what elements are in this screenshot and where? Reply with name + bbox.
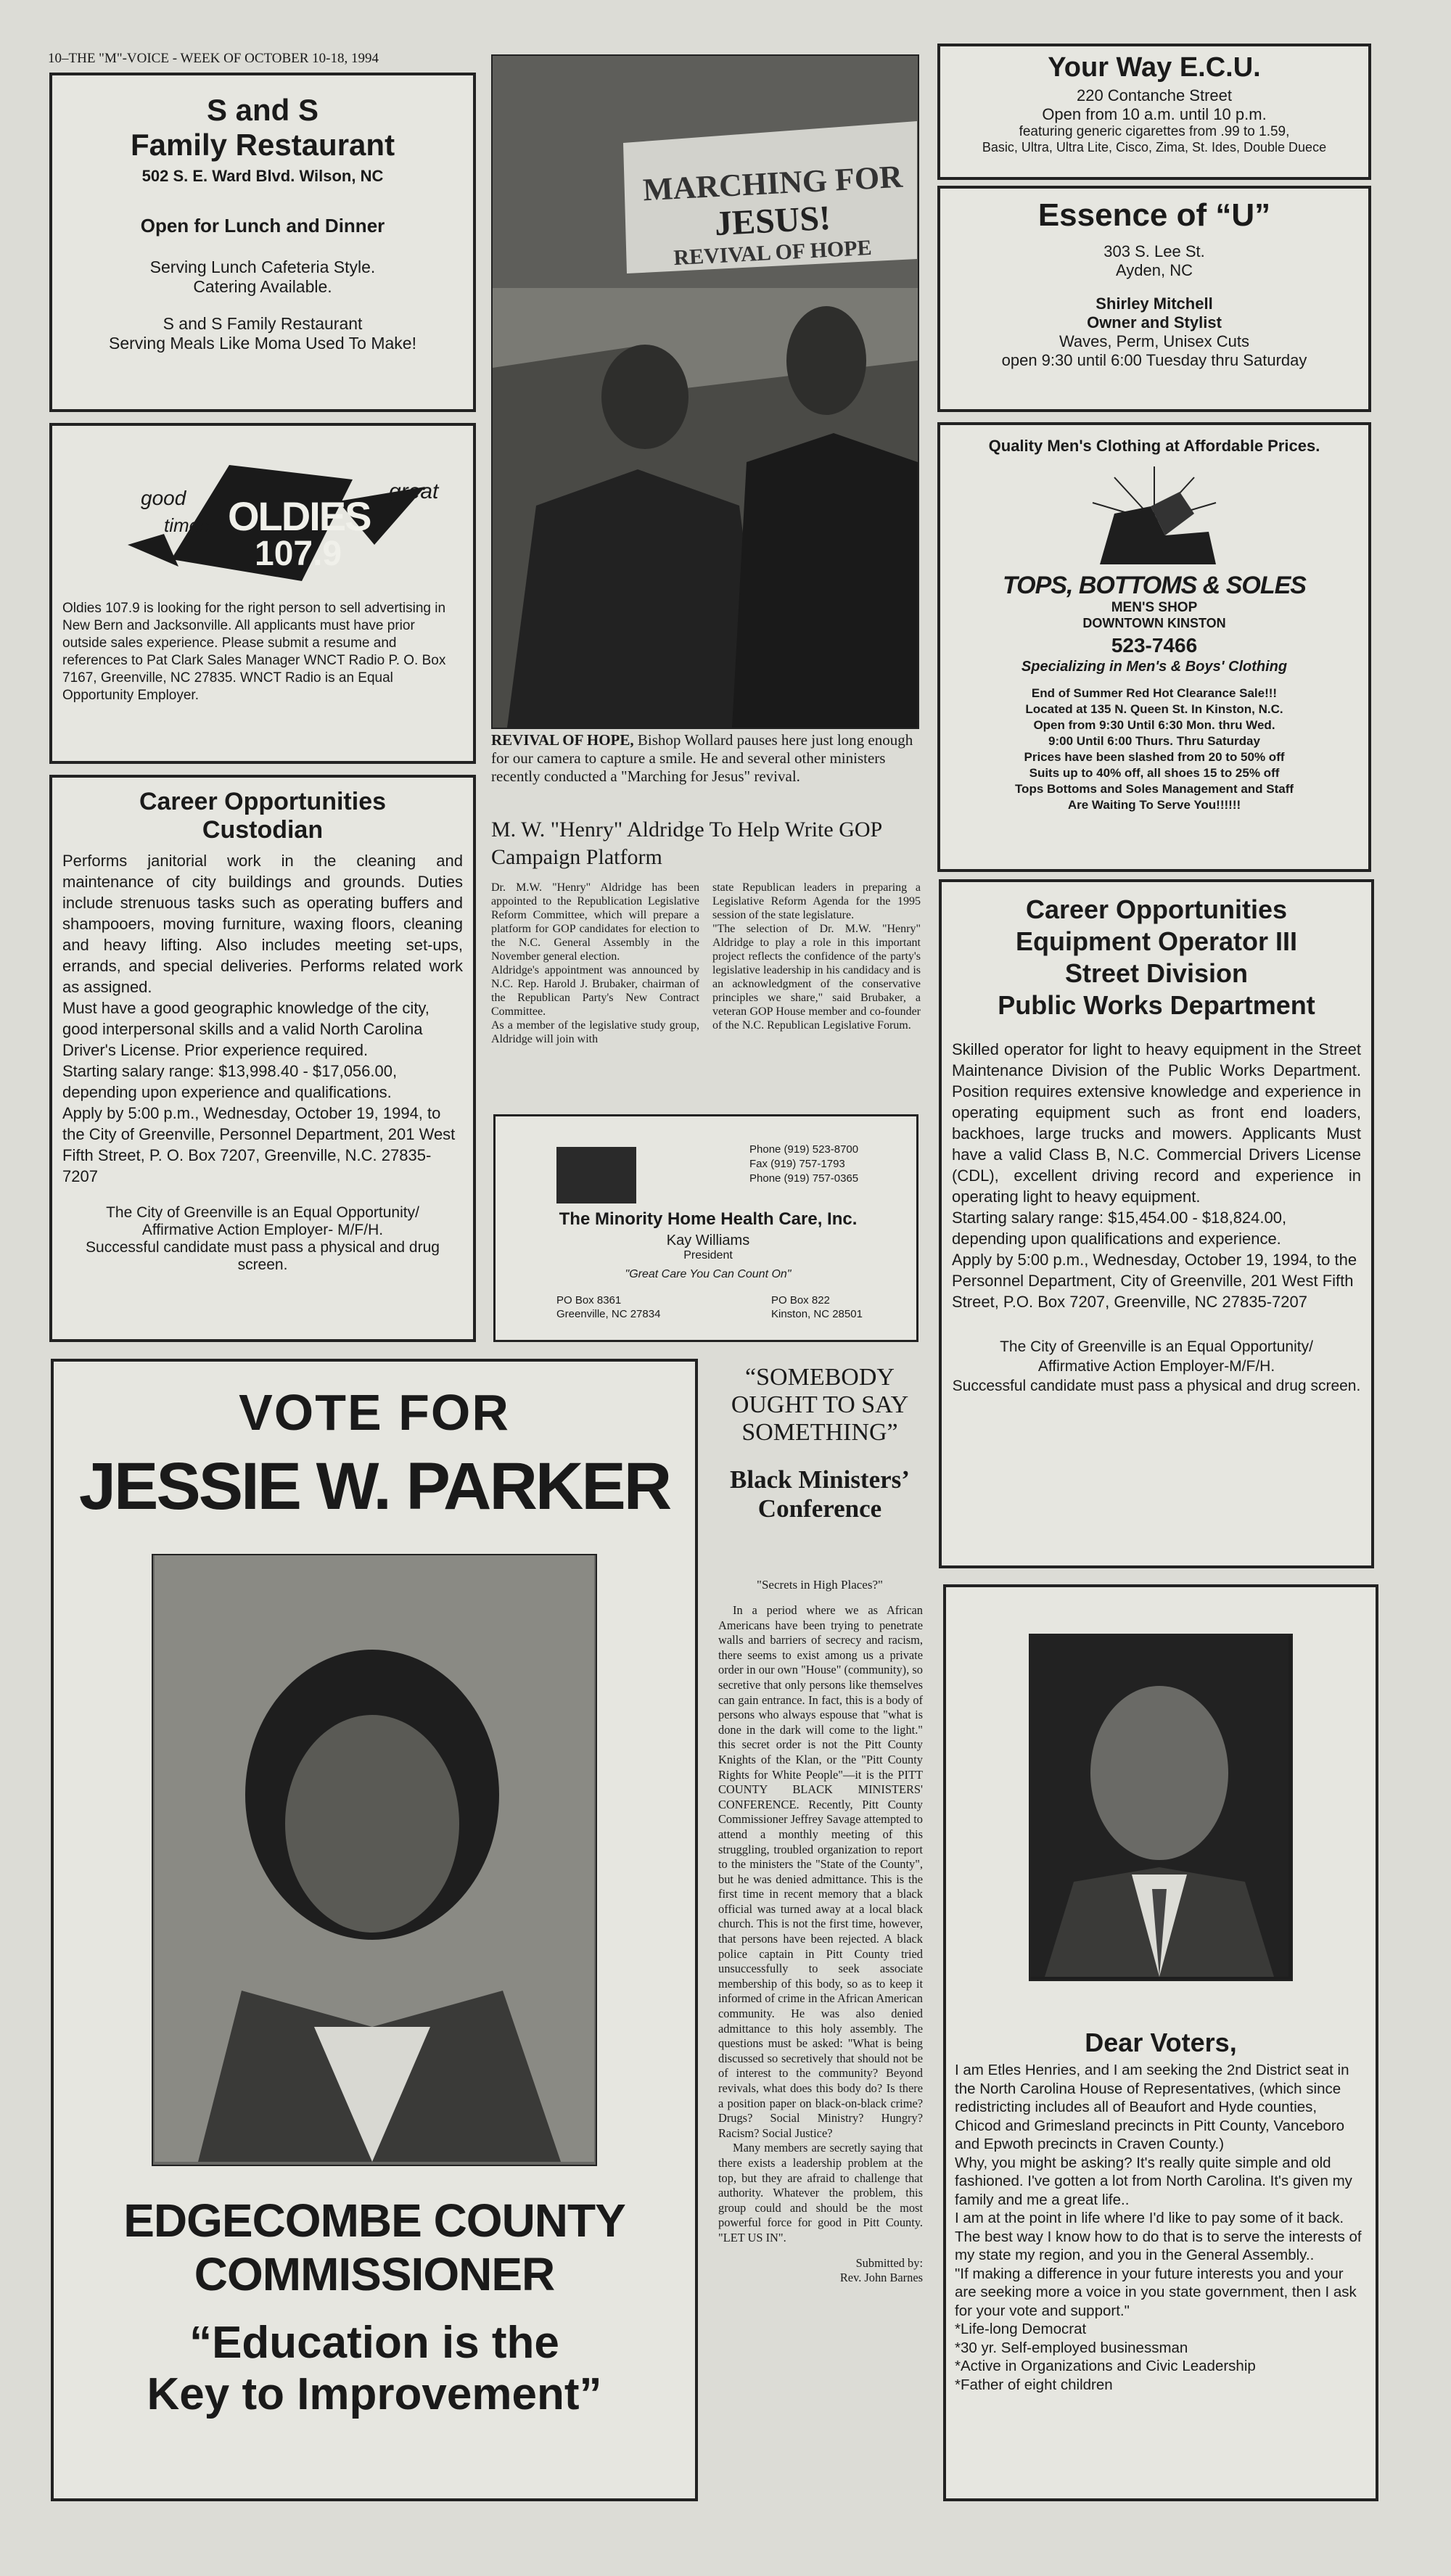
essence-street: 303 S. Lee St. [1103, 242, 1205, 260]
custodian-apply: Apply by 5:00 p.m., Wednesday, October 19, 1994, to the City of Greenville, Personnel Department, 201 West Fifth Street, P. O. Box 7207, Greenville, N.C. 27835-7207 [62, 1104, 456, 1185]
henries-para-3: I am at the point in life where I'd like to pay some of it back. The best way I know how to do that is to serve the interests of my state my region, and you in the General Assembly.. [955, 2210, 1362, 2263]
henries-bullet-2: *30 yr. Self-employed businessman [955, 2339, 1188, 2356]
ss-slogan: Serving Meals Like Moma Used To Make! [109, 334, 416, 353]
revival-caption [491, 731, 921, 786]
tops-logo-text: TOPS, BOTTOMS & SOLES [1003, 572, 1306, 599]
yourway-featuring: featuring generic cigarettes from .99 to 1.59, [1019, 124, 1290, 139]
caption-text: Bishop Wollard pauses here just long enough for our camera to capture a smile. He and several other ministers recently conducted a "Marching for Jesus" revival. [491, 731, 913, 785]
health-fax: Fax (919) 757-1793 [749, 1158, 845, 1170]
essence-owner: Shirley Mitchell [1096, 295, 1213, 313]
page-header: 10–THE "M"-VOICE - WEEK OF OCTOBER 10-18, 1994 [48, 51, 379, 66]
banner-line-2: JESUS! [713, 198, 832, 244]
tops-line-6: Suits up to 40% off, all shoes 15 to 25% off [1029, 766, 1280, 780]
equipment-eo-3: Successful candidate must pass a physical and drug screen. [952, 1378, 1361, 1394]
aldridge-col-1: Dr. M.W. "Henry" Aldridge has been appointed to the Republication Legislative Reform Committee, which will prepare a platform for GOP candidates for election to the N.C. General Assembly in the November general election. Aldridge's appointment was announced by N.C. Rep. Harold J. Brubaker, chairman of the Republican Party's New Contract Committee. As a member of the legislative study group, Aldridge will join with [491, 881, 699, 1045]
equipment-eo-1: The City of Greenville is an Equal Opportunity/ [1000, 1338, 1313, 1355]
health-addr-greenville-city: Greenville, NC 27834 [556, 1308, 661, 1320]
oldies-text: Oldies 107.9 is looking for the right person to sell advertising in New Bern and Jacksonville. All applicants must have prior outside sales experience. Please submit a resume and references to Pat Clark Sales Manager WNCT Radio P. O. Box 7167, Greenville, NC 27835. WNCT Radio is an Equal Opportunity Employer. [62, 601, 446, 703]
health-phone-2: Phone (919) 757-0365 [749, 1172, 859, 1185]
health-role: President [683, 1249, 733, 1262]
aldridge-body [491, 881, 921, 1046]
custodian-salary: Starting salary range: $13,998.40 - $17,056.00, depending upon experience and qualifications. [62, 1062, 398, 1101]
ss-serving: Serving Lunch Cafeteria Style. [149, 258, 376, 276]
health-slogan: "Great Care You Can Count On" [625, 1268, 792, 1280]
parker-name: JESSIE W. PARKER [78, 1449, 670, 1523]
ad-jessie-parker [51, 1359, 698, 2501]
ad-minority-home-health [493, 1114, 918, 1342]
equipment-apply: Apply by 5:00 p.m., Wednesday, October 19, 1994, to the Personnel Department, City of Greenville, 201 West Fifth Street, P.O. Box 7207, Greenville, NC 27835-7207 [952, 1251, 1357, 1311]
parker-portrait-graphic [155, 1555, 594, 2162]
henries-para-2: Why, you might be asking? It's really quite simple and old fashioned. I've gotten a lot from North Carolina. It's given my family and me a great life.. [955, 2154, 1352, 2208]
oldies-logo-oldies: OLDIES [228, 493, 371, 539]
henries-bullet-3: *Active in Organizations and Civic Leadership [955, 2358, 1256, 2374]
ad-etles-henries [943, 1584, 1378, 2501]
ss-name: S and S Family Restaurant [163, 314, 363, 333]
tops-line-3: Open from 9:30 Until 6:30 Mon. thru Wed. [1033, 718, 1275, 732]
health-person: Kay Williams [666, 1233, 750, 1248]
yourway-street: 220 Contanche Street [1076, 86, 1233, 104]
essence-title: Essence of “U” [1037, 197, 1271, 233]
ad-custodian-job [49, 775, 476, 1342]
yourway-hours: Open from 10 a.m. until 10 p.m. [1042, 105, 1267, 123]
ministers-headline: “SOMEBODY OUGHT TO SAY SOMETHING” [731, 1364, 909, 1446]
parker-office-1: EDGECOMBE COUNTY [123, 2194, 625, 2247]
ministers-submitted: Submitted by: [855, 2255, 923, 2270]
tops-tagline: Quality Men's Clothing at Affordable Prices. [988, 437, 1320, 455]
oldies-logo-great: great [389, 480, 439, 503]
ministers-body-2: Many members are secretly saying that there exists a leadership problem at the top, but they are afraid to challenge that authority. Whatever the problem, this group could and should be the most powerful force for good in Pitt County. "LET US IN". [718, 2141, 923, 2244]
revival-photo [491, 54, 919, 729]
essence-role: Owner and Stylist [1087, 313, 1222, 332]
henries-greeting: Dear Voters, [1085, 2028, 1237, 2057]
health-addr-kinston-city: Kinston, NC 28501 [771, 1308, 863, 1320]
oldies-logo [62, 436, 463, 596]
tops-line-4: 9:00 Until 6:00 Thurs. Thru Saturday [1048, 734, 1260, 748]
caption-lead: REVIVAL OF HOPE, [491, 731, 634, 749]
tops-special: Specializing in Men's & Boys' Clothing [1021, 659, 1288, 675]
parker-portrait [152, 1554, 597, 2166]
ad-tops-bottoms-soles [937, 422, 1371, 872]
henries-para-4: "If making a difference in your future interests you and your are seeking more a voice in you state government, then I ask for your vote and support." [955, 2265, 1357, 2319]
custodian-title-2: Custodian [202, 816, 324, 844]
yourway-brands: Basic, Ultra, Ultra Lite, Cisco, Zima, St. Ides, Double Duece [982, 140, 1327, 155]
health-logo [556, 1147, 636, 1203]
henries-portrait [1029, 1634, 1293, 1981]
ministers-subhead: "Secrets in High Places?" [757, 1578, 883, 1592]
equipment-title-1: Career Opportunities [1025, 894, 1288, 924]
tops-line-2: Located at 135 N. Queen St. In Kinston, N.C. [1025, 702, 1283, 716]
ad-s-and-s-restaurant [49, 73, 476, 412]
ss-title-1: S and S [206, 93, 319, 127]
henries-para-1: I am Etles Henries, and I am seeking the 2nd District seat in the North Carolina House of Representatives, (which since redistricting includes all of Beaufort and Hyde counties, Chicod and Grimesland precincts in Pitt County, Vanceboro and Epwoth precincts in Craven County.) [955, 2062, 1349, 2152]
custodian-eo-2: Affirmative Action Employer- M/F/H. [141, 1222, 384, 1238]
custodian-duties: Performs janitorial work in the cleaning and maintenance of city buildings and grounds. Duties include strenuous tasks such as operating buffers and shampooers, moving furniture, waxing floors, cleaning and heavy lifting. Also includes meeting set-ups, errands, and special deliveries. Performs related work as assigned. [62, 852, 463, 996]
oldies-logo-times: times [164, 514, 210, 536]
custodian-eo-1: The City of Greenville is an Equal Opportunity/ [106, 1204, 419, 1221]
henries-bullet-1: *Life-long Democrat [955, 2321, 1087, 2337]
equipment-description: Skilled operator for light to heavy equipment in the Street Maintenance Division of the Public Works Department. Position requires extensive knowledge and experience in operating equipment such as front end loaders, backhoes, large trucks and mowers. Applicants Must have a valid Class B, N.C. Commercial Drivers License (CDL), excellent driving record and experience in operating light to heavy equipment. [952, 1040, 1361, 1206]
tops-location: DOWNTOWN KINSTON [1082, 616, 1226, 630]
tops-line-1: End of Summer Red Hot Clearance Sale!!! [1031, 686, 1278, 700]
essence-city: Ayden, NC [1116, 261, 1193, 279]
essence-services: Waves, Perm, Unisex Cuts [1059, 332, 1250, 350]
ss-open: Open for Lunch and Dinner [140, 215, 385, 236]
ad-essence-of-u [937, 186, 1371, 412]
oldies-logo-good: good [141, 487, 186, 509]
ministers-body [718, 1603, 923, 2286]
equipment-title-2: Equipment Operator III [1015, 926, 1298, 956]
ss-title-2: Family Restaurant [130, 128, 395, 162]
tops-shop: MEN'S SHOP [1111, 600, 1198, 615]
parker-slogan-2: Key to Improvement” [147, 2369, 602, 2419]
aldridge-col-2: state Republican leaders in preparing a Legislative Reform Agenda for the 1995 session of the state legislature. "The selection of Dr. M.W. "Henry" Aldridge to play a role in this important project reflects the confidence of the party's legislative leadership in his candidacy and is an acknowledgment of the conservative principles we share," said Brubaker, a veteran GOP House member and co-founder of the N.C. Republican Legislative Forum. [712, 881, 921, 1032]
health-phone: Phone (919) 523-8700 [749, 1143, 859, 1156]
health-addr-kinston: PO Box 822 [771, 1294, 830, 1306]
equipment-title-4: Public Works Department [998, 990, 1315, 1020]
tops-logo-graphic [1071, 463, 1238, 572]
ss-address: 502 S. E. Ward Blvd. Wilson, NC [141, 167, 384, 185]
tops-phone: 523-7466 [1111, 634, 1198, 657]
essence-hours: open 9:30 until 6:00 Tuesday thru Saturday [1001, 351, 1307, 369]
revival-photo-graphic [493, 56, 918, 728]
yourway-title: Your Way E.C.U. [1048, 52, 1261, 83]
ad-equipment-operator-job [939, 879, 1374, 1568]
custodian-title-1: Career Opportunities [139, 788, 387, 815]
custodian-requirements: Must have a good geographic knowledge of the city, good interpersonal skills and a valid North Carolina Driver's License. Prior experience required. [62, 999, 429, 1059]
parker-vote-for: VOTE FOR [239, 1384, 510, 1441]
ministers-body-1: In a period where we as African Americans have been trying to penetrate walls and barriers of secrecy and racism, there seems to exist among us a private order in our own "House" (community), so secretive that only persons like themselves can gain entrance. In fact, this is a body of persons who always espouse that "what is done in the dark will come to the light." this secret order is not the Pitt County Knights of the Klan, or the "Pitt County Rights for White People"—it is the PITT COUNTY BLACK MINISTERS' CONFERENCE. Recently, Pitt County Commissioner Jeffrey Savage attempted to attend a monthly meeting of this struggling, troubled organization to report to the ministers the "State of the County", but he was denied admittance. This is the first time in recent memory that a black official was turned away at a local black church. This is not the first time, however, that persons have been rejected. A black police captain in Pitt County tried unsuccessfully to seek associate membership of this body, so as to keep it informed of crime in the African American community. He was also denied admittance to this holy assembly. The questions must be asked: "What is being discussed so secretively that should not be of interest to the community? Beyond revivals, what does this body do? Is there a position paper on black-on-black crime? Drugs? Social Ministry? Hungry? Racism? Social Justice? [718, 1603, 923, 2140]
health-name: The Minority Home Health Care, Inc. [559, 1209, 858, 1229]
ministers-org: Black Ministers’ Conference [730, 1465, 910, 1523]
henries-portrait-graphic [1030, 1635, 1288, 1977]
equipment-eo-2: Affirmative Action Employer-M/F/H. [1037, 1358, 1275, 1375]
parker-slogan-1: “Education is the [189, 2318, 559, 2368]
henries-bullet-4: *Father of eight children [955, 2376, 1113, 2393]
health-addr-greenville: PO Box 8361 [556, 1294, 622, 1306]
ad-oldies-1079 [49, 423, 476, 764]
banner-line-3: REVIVAL OF HOPE [673, 235, 873, 271]
tops-line-7: Tops Bottoms and Soles Management and Staff [1014, 782, 1294, 796]
tops-line-8: Are Waiting To Serve You!!!!!! [1067, 798, 1241, 812]
ministers-author: Rev. John Barnes [839, 2271, 923, 2285]
custodian-eo-3: Successful candidate must pass a physical and drug screen. [86, 1239, 440, 1273]
equipment-salary: Starting salary range: $15,454.00 - $18,824.00, depending upon qualifications and experience. [952, 1209, 1287, 1248]
equipment-title-3: Street Division [1064, 958, 1249, 988]
banner-line-1: MARCHING FOR [641, 158, 904, 208]
ss-catering: Catering Available. [193, 277, 332, 296]
tops-line-5: Prices have been slashed from 20 to 50% off [1024, 750, 1285, 764]
oldies-logo-number: 107.9 [255, 535, 342, 573]
aldridge-headline: M. W. "Henry" Aldridge To Help Write GOP Campaign Platform [491, 818, 882, 869]
ad-your-way-ecu [937, 44, 1371, 180]
parker-office-2: COMMISSIONER [194, 2248, 555, 2300]
